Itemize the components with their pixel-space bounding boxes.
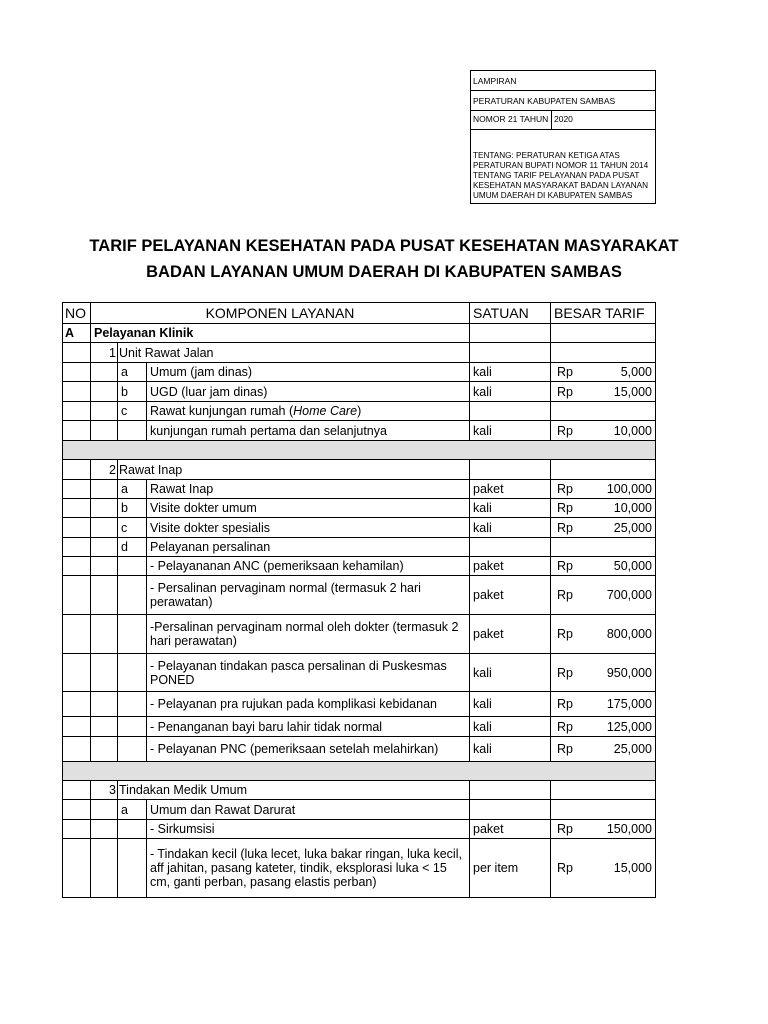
item-satuan: kali [470,382,551,402]
sub-code: a [118,800,147,820]
table-row [63,737,656,762]
section-code: A [63,324,91,343]
header-satuan: SATUAN [470,303,551,324]
sub-code: c [118,402,147,421]
lampiran-regulation: PERATURAN KABUPATEN SAMBAS [471,91,655,111]
tariff-value: 950,000 [606,665,652,680]
item-tarif [551,421,656,441]
table-row [63,820,656,839]
currency: Rp [557,697,573,711]
table-row [63,382,656,402]
item-tarif [551,518,656,538]
sub-code: b [118,382,147,402]
currency: Rp [557,501,573,515]
table-row [63,480,656,499]
currency: Rp [557,588,573,602]
table-row [63,518,656,538]
table-row [63,343,656,363]
table-row [63,781,656,800]
table-row [63,402,656,421]
item-satuan: kali [470,692,551,717]
tariff-value: 15,000 [613,384,652,399]
lampiran-box [470,70,656,204]
item-tarif [551,382,656,402]
item-satuan: kali [470,499,551,518]
item-satuan: kali [470,363,551,382]
spacer-row [63,762,656,781]
item-satuan: paket [470,557,551,576]
item-satuan: per item [470,839,551,898]
group-number: 3 [91,781,118,800]
item-tarif [551,499,656,518]
item-satuan: paket [470,615,551,654]
lampiran-label: LAMPIRAN [471,71,655,91]
tariff-value: 700,000 [606,588,652,602]
item-label: Pelayanan persalinan [147,538,470,557]
tariff-value: 15,000 [613,861,652,875]
table-row [63,692,656,717]
sub-code: d [118,538,147,557]
sub-code: c [118,518,147,538]
currency: Rp [557,665,573,680]
table-row [63,717,656,737]
tariff-value: 800,000 [606,627,652,641]
tariff-value: 50,000 [613,559,652,573]
item-tarif [551,576,656,615]
item-tarif [551,615,656,654]
item-tarif [551,717,656,737]
table-header-row [63,303,656,324]
sub-code: a [118,363,147,382]
home-care-em: Home Care [293,404,358,418]
group-number: 2 [91,460,118,480]
item-satuan: kali [470,421,551,441]
tariff-value: 10,000 [613,423,652,438]
item-label: - Pelayanan pra rujukan pada komplikasi kebidanan [147,692,470,717]
item-satuan: paket [470,576,551,615]
tariff-value: 25,000 [613,520,652,535]
item-tarif [551,654,656,692]
sub-code: a [118,480,147,499]
item-satuan: kali [470,737,551,762]
header-tarif: BESAR TARIF [551,303,656,324]
item-label: Visite dokter umum [147,499,470,518]
item-tarif [551,839,656,898]
tariff-value: 150,000 [606,822,652,836]
lampiran-year: 2020 [554,114,573,124]
item-label: Umum dan Rawat Darurat [147,800,470,820]
item-label: - Pelayanan PNC (pemeriksaan setelah melahirkan) [147,737,470,762]
page-title-line1: TARIF PELAYANAN KESEHATAN PADA PUSAT KESEHATAN MASYARAKAT [89,237,679,255]
item-label: - Pelayananan ANC (pemeriksaan kehamilan) [147,557,470,576]
item-tarif [551,737,656,762]
sub-code: b [118,499,147,518]
table-row [63,557,656,576]
item-satuan: kali [470,518,551,538]
tariff-table [62,302,656,898]
table-row [63,654,656,692]
item-satuan: paket [470,820,551,839]
item-label: Visite dokter spesialis [147,518,470,538]
item-label: - Sirkumsisi [147,820,470,839]
tariff-value: 5,000 [620,365,652,379]
lampiran-number-row [471,111,655,130]
item-tarif [551,820,656,839]
table-row [63,800,656,820]
tariff-value: 25,000 [613,742,652,756]
item-satuan: kali [470,654,551,692]
currency: Rp [557,423,573,438]
header-no: NO [63,303,91,324]
table-row [63,576,656,615]
lampiran-tentang: TENTANG: PERATURAN KETIGA ATAS PERATURAN BUPATI NOMOR 11 TAHUN 2014 TENTANG TARIF PELAYANAN PADA PUSAT KESEHATAN MASYARAKAT BADAN LAYANAN UMUM DAERAH DI KABUPATEN SAMBAS [473,151,649,200]
table-row [63,363,656,382]
item-label: UGD (luar jam dinas) [147,382,470,402]
item-label: Rawat kunjungan rumah (Home Care) [147,402,470,421]
group-label: Tindakan Medik Umum [118,781,470,800]
item-satuan: kali [470,717,551,737]
tariff-value: 100,000 [606,482,652,496]
item-label: kunjungan rumah pertama dan selanjutnya [147,421,470,441]
currency: Rp [557,384,573,399]
table-row [63,839,656,898]
tariff-value: 175,000 [606,697,652,711]
header-komponen: KOMPONEN LAYANAN [91,303,470,324]
spacer-row [63,441,656,460]
table-row [63,324,656,343]
currency: Rp [557,719,573,734]
currency: Rp [557,559,573,573]
currency: Rp [557,365,573,379]
table-row [63,615,656,654]
item-label: -Persalinan pervaginam normal oleh dokter (termasuk 2 hari perawatan) [147,615,470,654]
item-tarif [551,363,656,382]
item-label: Umum (jam dinas) [147,363,470,382]
group-number: 1 [91,343,118,363]
table-row [63,538,656,557]
group-label: Rawat Inap [118,460,470,480]
item-label: - Persalinan pervaginam normal (termasuk 2 hari perawatan) [147,576,470,615]
item-satuan: paket [470,480,551,499]
item-tarif [551,480,656,499]
item-label: Rawat Inap [147,480,470,499]
item-label: - Pelayanan tindakan pasca persalinan di Puskesmas PONED [147,654,470,692]
item-label: - Penanganan bayi baru lahir tidak normal [147,717,470,737]
item-tarif [551,557,656,576]
lampiran-number: NOMOR 21 TAHUN [473,114,549,124]
table-row [63,499,656,518]
table-row [63,421,656,441]
section-label: Pelayanan Klinik [91,324,470,343]
page-title-line2: BADAN LAYANAN UMUM DAERAH DI KABUPATEN SAMBAS [146,263,622,281]
tariff-value: 125,000 [606,719,652,734]
item-tarif [551,692,656,717]
currency: Rp [557,520,573,535]
currency: Rp [557,627,573,641]
currency: Rp [557,742,573,756]
currency: Rp [557,822,573,836]
currency: Rp [557,861,573,875]
tariff-value: 10,000 [613,501,652,515]
currency: Rp [557,482,573,496]
item-label: - Tindakan kecil (luka lecet, luka bakar ringan, luka kecil, aff jahitan, pasang kateter, tindik, eksplorasi luka < 15 cm, ganti perban, pasang elastis perban) [147,839,470,898]
group-label: Unit Rawat Jalan [118,343,470,363]
table-row [63,460,656,480]
